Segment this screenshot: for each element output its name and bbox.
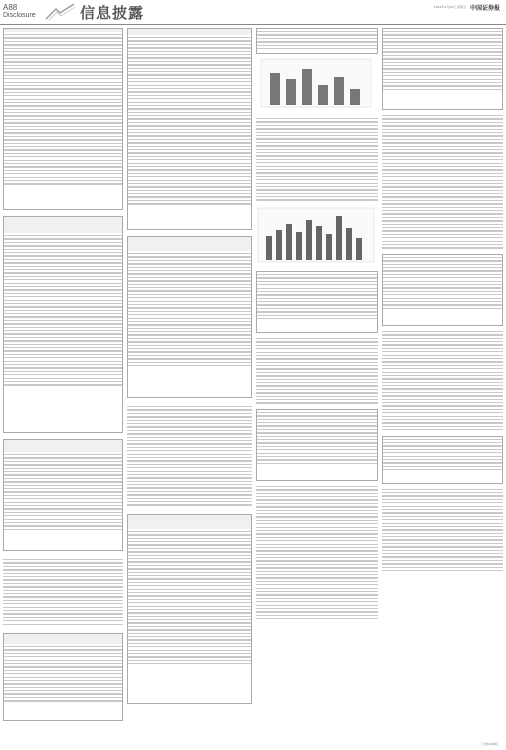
table-block-5 — [127, 28, 252, 230]
column-3 — [256, 28, 378, 740]
page-code: A88 — [3, 3, 18, 12]
section-english: Disclosure — [3, 12, 36, 19]
text-block-3 — [256, 118, 378, 201]
table-block-6 — [127, 236, 252, 398]
section-title: 信息披露 — [80, 4, 145, 22]
table-block-2 — [3, 216, 123, 433]
text-block-7 — [382, 331, 503, 431]
text-block-8 — [382, 489, 503, 572]
text-block-1 — [3, 559, 123, 625]
text-block-2 — [127, 406, 252, 506]
newspaper-masthead: 中国证券报 — [469, 5, 500, 12]
table-block-3 — [3, 439, 123, 551]
table-block-9 — [256, 271, 378, 333]
table-block-12 — [382, 254, 503, 326]
zigzag-logo-icon — [44, 3, 76, 21]
issue-date: 2022年4月29日 星期五 — [433, 5, 466, 9]
table-block-4 — [3, 633, 123, 721]
table-block-7 — [127, 514, 252, 704]
page-header — [0, 0, 506, 26]
bar-chart-figure-2 — [256, 206, 376, 264]
table-block-8 — [256, 28, 378, 54]
text-block-4 — [256, 338, 378, 404]
continued-note: （下转A89版） — [479, 742, 500, 746]
table-block-1 — [3, 28, 123, 210]
table-block-10 — [256, 409, 378, 481]
text-block-6 — [382, 115, 503, 249]
column-2 — [127, 28, 252, 740]
table-block-11 — [382, 28, 503, 110]
header-rule — [0, 24, 506, 25]
bar-chart-figure-1 — [256, 57, 376, 109]
text-block-5 — [256, 486, 378, 620]
column-4 — [382, 28, 503, 740]
table-block-13 — [382, 436, 503, 484]
column-1 — [3, 28, 123, 740]
